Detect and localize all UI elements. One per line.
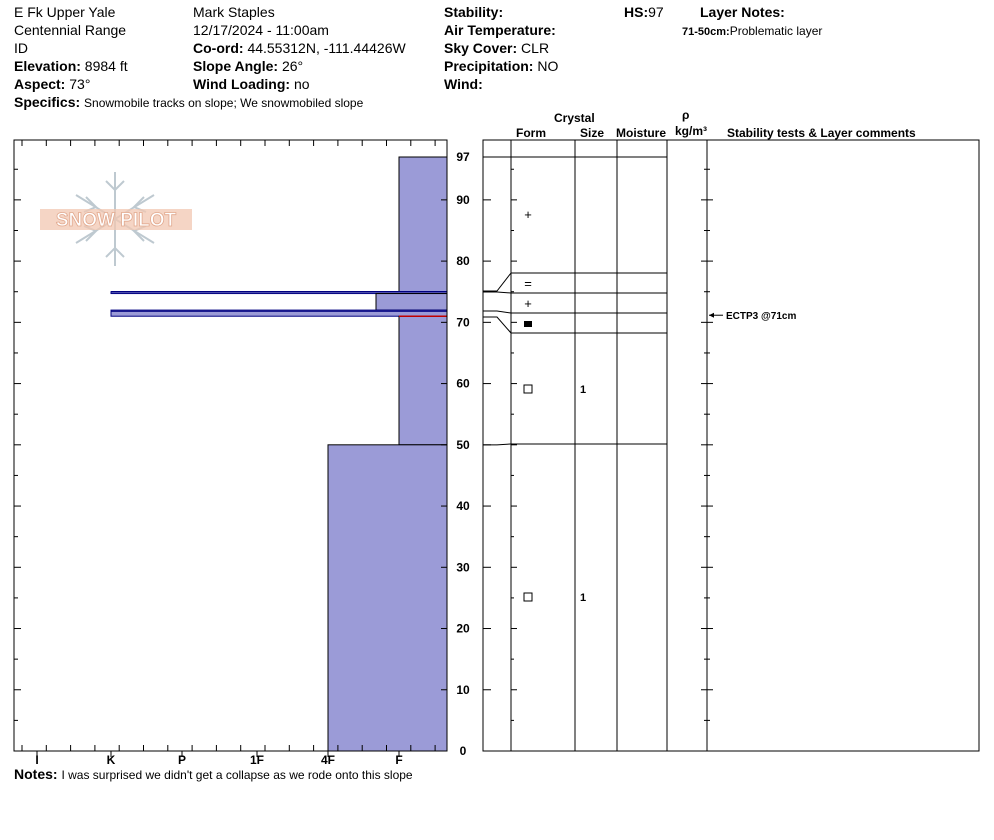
hardness-layer-bar bbox=[399, 316, 447, 445]
wind-loading-label: Wind Loading: bbox=[193, 76, 291, 92]
elevation-value: 8984 ft bbox=[84, 58, 128, 74]
layer-note-range: 71-50cm: bbox=[682, 26, 730, 38]
depth-tick-label: 0 bbox=[459, 744, 467, 758]
row-connector bbox=[483, 273, 511, 291]
test-arrow-head bbox=[709, 313, 714, 318]
row-connector bbox=[483, 444, 511, 445]
depth-tick-label: 20 bbox=[456, 621, 470, 636]
hardness-layer-bar bbox=[376, 294, 447, 311]
layer-notes-label: Layer Notes: bbox=[700, 4, 785, 20]
hardness-tick-label: I bbox=[35, 753, 39, 767]
stability-test-label: ECTP3 @71cm bbox=[726, 311, 797, 323]
notes-label: Notes: bbox=[14, 766, 58, 782]
form-symbol: + bbox=[524, 207, 532, 222]
layer-note-text: Problematic layer bbox=[729, 24, 823, 38]
form-symbol: = bbox=[524, 276, 532, 291]
location-name: E Fk Upper Yale bbox=[14, 4, 116, 20]
form-symbol bbox=[524, 321, 532, 327]
observer-name: Mark Staples bbox=[193, 4, 275, 20]
depth-tick-label: 80 bbox=[456, 254, 470, 269]
depth-tick-label: 97 bbox=[456, 150, 470, 164]
hardness-tick-label: K bbox=[106, 753, 116, 767]
size-value: 1 bbox=[579, 384, 587, 396]
hardness-tick-label: 4F bbox=[320, 753, 336, 767]
hardness-layer-bar bbox=[328, 445, 447, 751]
moisture-header: Moisture bbox=[616, 126, 667, 140]
hardness-layer-bar bbox=[399, 157, 447, 292]
depth-tick-label: 60 bbox=[456, 376, 470, 391]
wind-loading-value: no bbox=[293, 76, 310, 92]
hs-label: HS: bbox=[624, 4, 649, 20]
form-symbol: + bbox=[524, 296, 532, 311]
depth-tick-label: 90 bbox=[456, 192, 470, 207]
range-name: Centennial Range bbox=[14, 22, 127, 38]
state-name: ID bbox=[14, 40, 28, 56]
crystal-header: Crystal bbox=[554, 111, 595, 125]
sky-cover-label: Sky Cover: bbox=[444, 40, 518, 56]
row-connector bbox=[483, 317, 511, 333]
depth-tick-label: 50 bbox=[456, 437, 470, 452]
depth-tick-label: 10 bbox=[456, 682, 470, 697]
hardness-tick-label: P bbox=[177, 753, 187, 767]
hardness-tick-label: 1F bbox=[249, 753, 265, 767]
depth-tick-label: 30 bbox=[456, 560, 470, 575]
size-value: 1 bbox=[579, 592, 587, 604]
depth-tick-label: 70 bbox=[456, 315, 470, 330]
density-symbol: ρ bbox=[682, 108, 690, 122]
observation-datetime: 12/17/2024 - 11:00am bbox=[193, 22, 329, 38]
form-header: Form bbox=[516, 126, 546, 140]
form-symbol bbox=[524, 593, 532, 601]
aspect-label: Aspect: bbox=[14, 76, 66, 92]
slope-value: 26° bbox=[281, 58, 304, 74]
form-symbol bbox=[524, 385, 532, 393]
aspect-value: 73° bbox=[69, 76, 91, 92]
depth-tick-label: 40 bbox=[456, 499, 470, 514]
density-unit: kg/m³ bbox=[675, 124, 708, 138]
size-header: Size bbox=[580, 126, 605, 140]
row-connector bbox=[483, 311, 511, 313]
hs-value: 97 bbox=[648, 4, 664, 20]
specifics-value: Snowmobile tracks on slope; We snowmobiled slope bbox=[84, 96, 364, 110]
coord-label: Co-ord: bbox=[193, 40, 244, 56]
slope-label: Slope Angle: bbox=[193, 58, 279, 74]
elevation-label: Elevation: bbox=[14, 58, 81, 74]
row-connector bbox=[483, 292, 511, 293]
notes-value: I was surprised we didn't get a collapse as we rode onto this slope bbox=[61, 768, 413, 782]
stability-label: Stability: bbox=[444, 4, 504, 20]
specifics-label: Specifics: bbox=[14, 94, 81, 110]
profile-table-frame bbox=[483, 140, 979, 751]
coord-value: 44.55312N, -111.44426W bbox=[247, 40, 406, 56]
hardness-tick-label: F bbox=[395, 753, 403, 767]
stability-comments-header: Stability tests & Layer comments bbox=[727, 126, 916, 140]
notes-field bbox=[14, 766, 444, 784]
hardness-layer-bar bbox=[111, 311, 447, 316]
air-temp-label: Air Temperature: bbox=[444, 22, 556, 38]
logo-text: SNOW PILOT bbox=[55, 210, 177, 231]
sky-cover-value: CLR bbox=[521, 40, 550, 56]
precip-value: NO bbox=[537, 58, 559, 74]
wind-label: Wind: bbox=[444, 76, 483, 92]
precip-label: Precipitation: bbox=[444, 58, 534, 74]
